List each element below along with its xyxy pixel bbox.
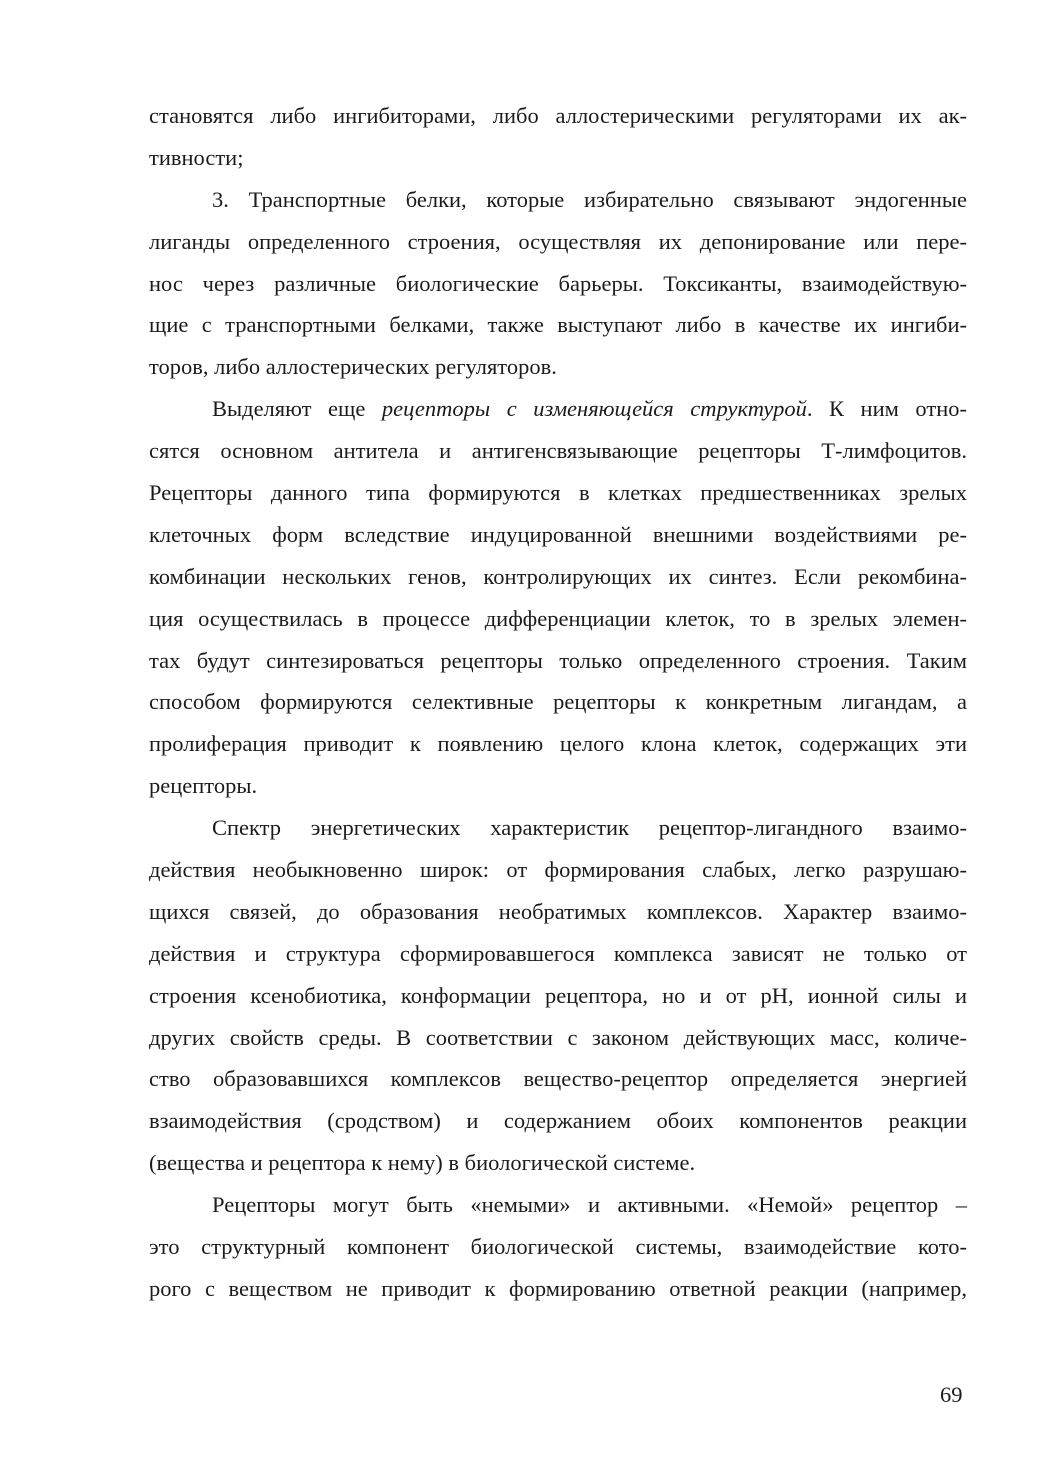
text-line [149, 472, 967, 514]
text-run: (вещества и рецептора к нему) в биологической системе. [149, 1150, 696, 1176]
text-run: других свойств среды. В соответствии с законом действующих масс, количе- [149, 1024, 967, 1050]
text-line [149, 1184, 967, 1226]
text-line [149, 556, 967, 598]
text-run: действия необыкновенно широк: от формирования слабых, легко разрушаю- [149, 857, 967, 883]
text-line [149, 975, 967, 1017]
text-line [149, 430, 967, 472]
text-run: ция осуществилась в процессе дифференциации клеток, то в зрелых элемен- [149, 605, 967, 631]
text-line [149, 1100, 967, 1142]
text-run: . К ним отно- [806, 396, 967, 422]
text-line [149, 346, 967, 388]
text-run: клеточных форм вследствие индуцированной внешними воздействиями ре- [149, 521, 967, 547]
text-line [149, 304, 967, 346]
italic-term: рецепторы с изменяющейся структурой [381, 396, 807, 422]
text-run: лиганды определенного строения, осуществляя их депонирование или пере- [149, 228, 967, 254]
text-line [149, 849, 967, 891]
text-run: тивности; [149, 144, 244, 170]
text-line [149, 95, 967, 137]
text-run: 3. Транспортные белки, которые избирательно связывают эндогенные [212, 186, 967, 212]
text-run: торов, либо аллостерических регуляторов. [149, 354, 557, 380]
text-run: комбинации нескольких генов, контролирующих их синтез. Если рекомбина- [149, 563, 967, 589]
text-run: Рецепторы могут быть «немыми» и активными. «Немой» рецептор – [212, 1192, 967, 1218]
text-line [149, 807, 967, 849]
text-line [149, 388, 967, 430]
text-run: это структурный компонент биологической системы, взаимодействие кото- [149, 1234, 967, 1260]
text-run: сятся основном антитела и антигенсвязывающие рецепторы Т-лимфоцитов. [149, 438, 967, 464]
text-line [149, 514, 967, 556]
text-run: взаимодействия (сродством) и содержанием обоих компонентов реакции [149, 1108, 967, 1134]
text-run: действия и структура сформировавшегося комплекса зависят не только от [149, 940, 967, 966]
text-line [149, 263, 967, 305]
text-run: пролиферация приводит к появлению целого клона клеток, содержащих эти [149, 731, 967, 757]
text-line [149, 765, 967, 807]
text-run: ство образовавшихся комплексов вещество-рецептор определяется энергией [149, 1066, 967, 1092]
text-line [149, 137, 967, 179]
text-run: становятся либо ингибиторами, либо аллостерическими регуляторами их ак- [149, 103, 967, 128]
text-run: рецепторы. [149, 773, 258, 799]
paragraph [149, 95, 967, 179]
text-run: рого с веществом не приводит к формированию ответной реакции (например, [149, 1275, 967, 1301]
text-line [149, 1268, 967, 1310]
text-line [149, 933, 967, 975]
page-number: 69 [940, 1382, 963, 1407]
text-run: щихся связей, до образования необратимых комплексов. Характер взаимо- [149, 898, 967, 924]
text-run: нос через различные биологические барьеры. Токсиканты, взаимодействую- [149, 270, 967, 296]
text-line [149, 891, 967, 933]
text-line [149, 598, 967, 640]
text-run: Спектр энергетических характеристик рецептор-лигандного взаимо- [212, 815, 967, 841]
text-line [149, 1142, 967, 1184]
page-body [149, 95, 967, 1310]
text-run: строения ксенобиотика, конформации рецептора, но и от pH, ионной силы и [149, 982, 967, 1008]
text-line [149, 681, 967, 723]
text-line [149, 1226, 967, 1268]
paragraph [149, 807, 967, 1184]
text-run: тах будут синтезироваться рецепторы только определенного строения. Таким [149, 647, 967, 673]
text-run: Рецепторы данного типа формируются в клетках предшественниках зрелых [149, 480, 967, 506]
text-line [149, 221, 967, 263]
paragraph [149, 388, 967, 807]
paragraph [149, 179, 967, 388]
text-line [149, 1058, 967, 1100]
text-run: способом формируются селективные рецепторы к конкретным лигандам, а [149, 689, 967, 715]
text-run: щие с транспортными белками, также выступают либо в качестве их ингиби- [149, 312, 967, 338]
paragraph [149, 1184, 967, 1310]
text-line [149, 179, 967, 221]
text-run: Выделяют еще [212, 396, 382, 422]
text-line [149, 1017, 967, 1059]
text-line [149, 723, 967, 765]
text-line [149, 640, 967, 682]
